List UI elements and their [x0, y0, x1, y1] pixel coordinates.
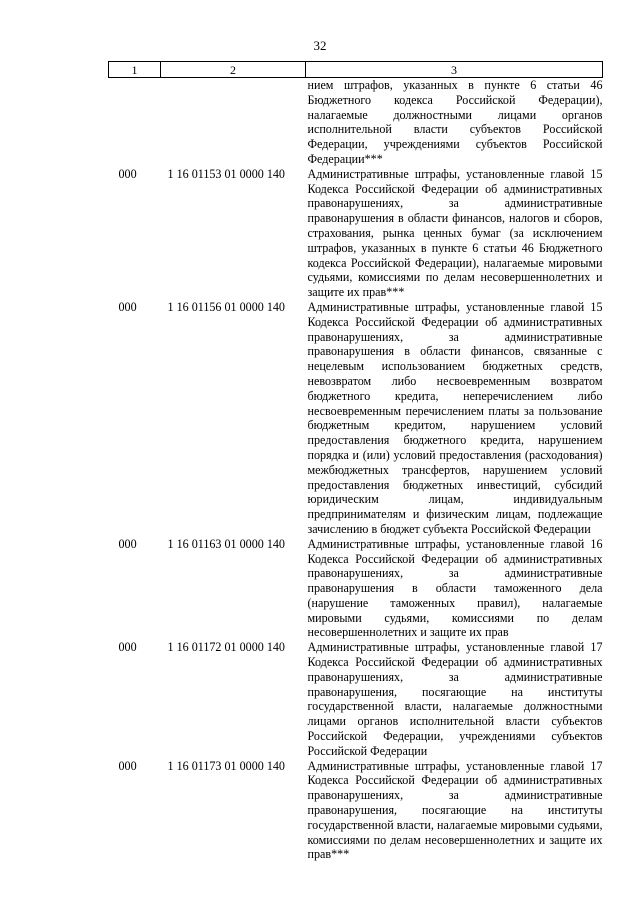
admin-code-cell	[109, 78, 161, 167]
admin-code-cell: 000	[118, 536, 137, 551]
description-cell: Административные штрафы, установленные главой 17 Кодекса Российской Федерации об административных правонарушениях, за административные правонарушения, посягающие на институты государственной власти, налагаемые должностными лицами органов исполнительной власти субъектов Российской Федерации, учреждениями субъектов Российской Федерации	[307, 640, 603, 758]
table-row	[109, 640, 603, 758]
table-row	[109, 759, 603, 863]
description-cell: нием штрафов, указанных в пункте 6 статьи 46 Бюджетного кодекса Российской Федерации), налагаемые должностными лицами органов исполнительной власти субъектов Российской Федерации, учреждениями субъектов Российской Федерации***	[307, 78, 603, 166]
kbk-code-cell: 1 16 01153 01 0000 140	[167, 166, 285, 181]
description-cell: Административные штрафы, установленные главой 15 Кодекса Российской Федерации об административных правонарушениях, за административные правонарушения в области финансов, связанные с нецелевым использованием бюджетных средств, невозвратом либо несвоевременным возвратом бюджетного кредита, неперечислением либо несвоевременным перечислением платы за пользование бюджетным кредитом, нарушением условий предоставления бюджетного кредита, нарушением порядка и (или) условий предоставления (расходования) межбюджетных трансфертов, нарушением условий предоставления бюджетных инвестиций, субсидий юридическим лицам, индивидуальным предпринимателям и физическим лицам, подлежащие зачислению в бюджет субъекта Российской Федерации	[307, 299, 603, 536]
column-header-1: 1	[109, 62, 161, 78]
description-cell: Административные штрафы, установленные главой 15 Кодекса Российской Федерации об административных правонарушениях, за административные правонарушения в области финансов, налогов и сборов, страхования, рынка ценных бумаг (за исключением штрафов, указанных в пункте 6 статьи 46 Бюджетного кодекса Российской Федерации), налагаемые мировыми судьями, комиссиями по делам несовершеннолетних и защите их прав***	[307, 166, 603, 300]
admin-code-cell: 000	[118, 299, 137, 314]
table-header-row	[109, 62, 603, 78]
admin-code-cell: 000	[118, 640, 137, 655]
table-row-continuation	[109, 78, 603, 167]
table-row	[109, 167, 603, 300]
table-row	[109, 300, 603, 537]
revenue-codes-table	[108, 61, 603, 862]
admin-code-cell: 000	[118, 758, 137, 773]
kbk-code-cell: 1 16 01156 01 0000 140	[167, 299, 285, 314]
admin-code-cell: 000	[118, 166, 137, 181]
table-row	[109, 537, 603, 641]
column-header-2: 2	[161, 62, 306, 78]
kbk-code-cell: 1 16 01163 01 0000 140	[167, 536, 285, 551]
description-cell: Административные штрафы, установленные главой 17 Кодекса Российской Федерации об административных правонарушениях, за административные правонарушения, посягающие на институты государственной власти, налагаемые мировыми судьями, комиссиями по делам несовершеннолетних и защите их прав***	[307, 758, 603, 862]
kbk-code-cell	[161, 78, 306, 167]
description-cell: Административные штрафы, установленные главой 16 Кодекса Российской Федерации об административных правонарушениях, за административные правонарушения в области таможенного дела (нарушение таможенных правил), налагаемые мировыми судьями, комиссиями по делам несовершеннолетних и защите их прав	[307, 536, 603, 640]
column-header-3: 3	[306, 62, 603, 78]
kbk-code-cell: 1 16 01173 01 0000 140	[167, 758, 285, 773]
kbk-code-cell: 1 16 01172 01 0000 140	[167, 640, 285, 655]
page-number: 32	[313, 38, 327, 53]
